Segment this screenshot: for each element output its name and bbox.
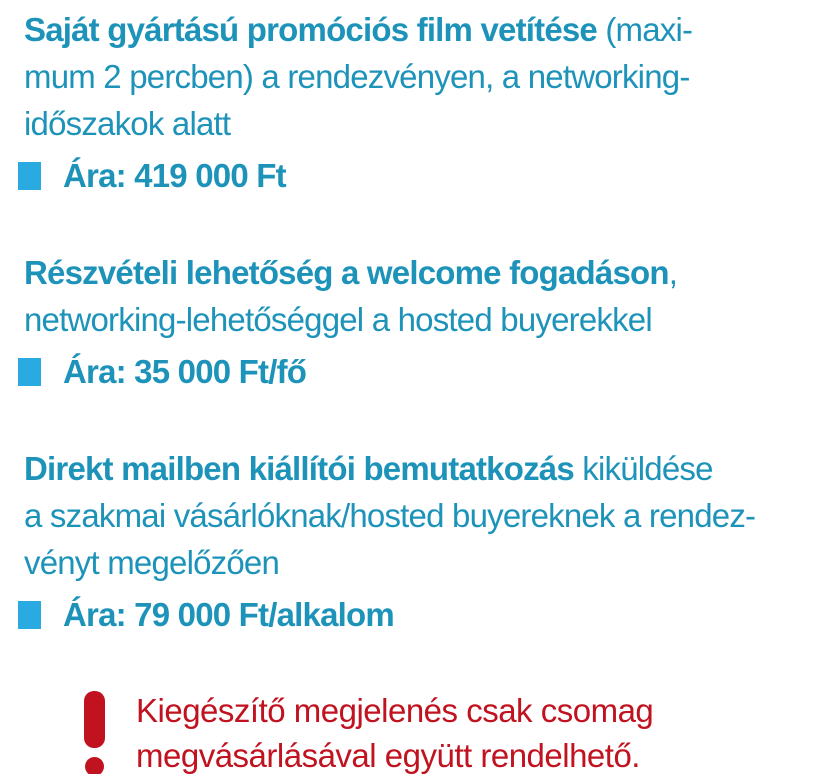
- price-bullet-square: [18, 162, 41, 190]
- heading-regular-text: ,: [668, 254, 678, 291]
- price-row: [18, 159, 813, 193]
- heading-bold-text: Direkt mailben kiállítói bemutatkozás: [24, 450, 574, 487]
- heading-line: [24, 445, 813, 492]
- heading-bold-text: Részvételi lehetőség a welcome fogadáson: [24, 254, 669, 291]
- heading-regular-text: networking-lehetőséggel a hosted buyerekkel: [24, 301, 652, 338]
- heading-regular-text: (maxi-: [596, 11, 693, 48]
- offer-section-film-screening: [24, 6, 813, 193]
- price-label: Ára: 419 000 Ft: [63, 157, 286, 194]
- price-label: Ára: 79 000 Ft/alkalom: [63, 596, 394, 633]
- price-label: Ára: 35 000 Ft/fő: [63, 353, 307, 390]
- heading-regular-text: időszakok alatt: [24, 105, 231, 142]
- heading-regular-text: a szakmai vásárlóknak/hosted buyereknek a rendez-: [24, 497, 756, 534]
- note-text: [136, 688, 653, 774]
- heading-line: [24, 249, 813, 296]
- offer-heading: [24, 249, 813, 343]
- price-row: [18, 355, 813, 389]
- heading-bold-text: Saját gyártású promóciós film vetítése: [24, 11, 597, 48]
- price-bullet-square: [18, 358, 41, 386]
- heading-line: [24, 6, 813, 53]
- heading-line: [24, 492, 813, 539]
- heading-regular-text: mum 2 percben) a rendezvényen, a networking-: [24, 58, 690, 95]
- heading-line: [24, 296, 813, 343]
- heading-regular-text: vényt megelőzően: [24, 544, 280, 581]
- heading-regular-text: kiküldése: [573, 450, 713, 487]
- heading-line: [24, 53, 813, 100]
- offer-section-direct-mail: [24, 445, 813, 632]
- exclamation-icon: [84, 691, 105, 774]
- price-bullet-square: [18, 601, 41, 629]
- note-line: megvásárlásával együtt rendelhető.: [136, 737, 640, 774]
- offer-heading: [24, 6, 813, 147]
- note-line: Kiegészítő megjelenés csak csomag: [136, 692, 654, 729]
- price-row: [18, 598, 813, 632]
- offer-heading: [24, 445, 813, 586]
- package-requirement-note: [84, 688, 813, 774]
- exclamation-dot: [85, 757, 104, 774]
- heading-line: [24, 100, 813, 147]
- heading-line: [24, 539, 813, 586]
- exclamation-bar: [84, 691, 105, 748]
- offer-section-welcome-reception: [24, 249, 813, 389]
